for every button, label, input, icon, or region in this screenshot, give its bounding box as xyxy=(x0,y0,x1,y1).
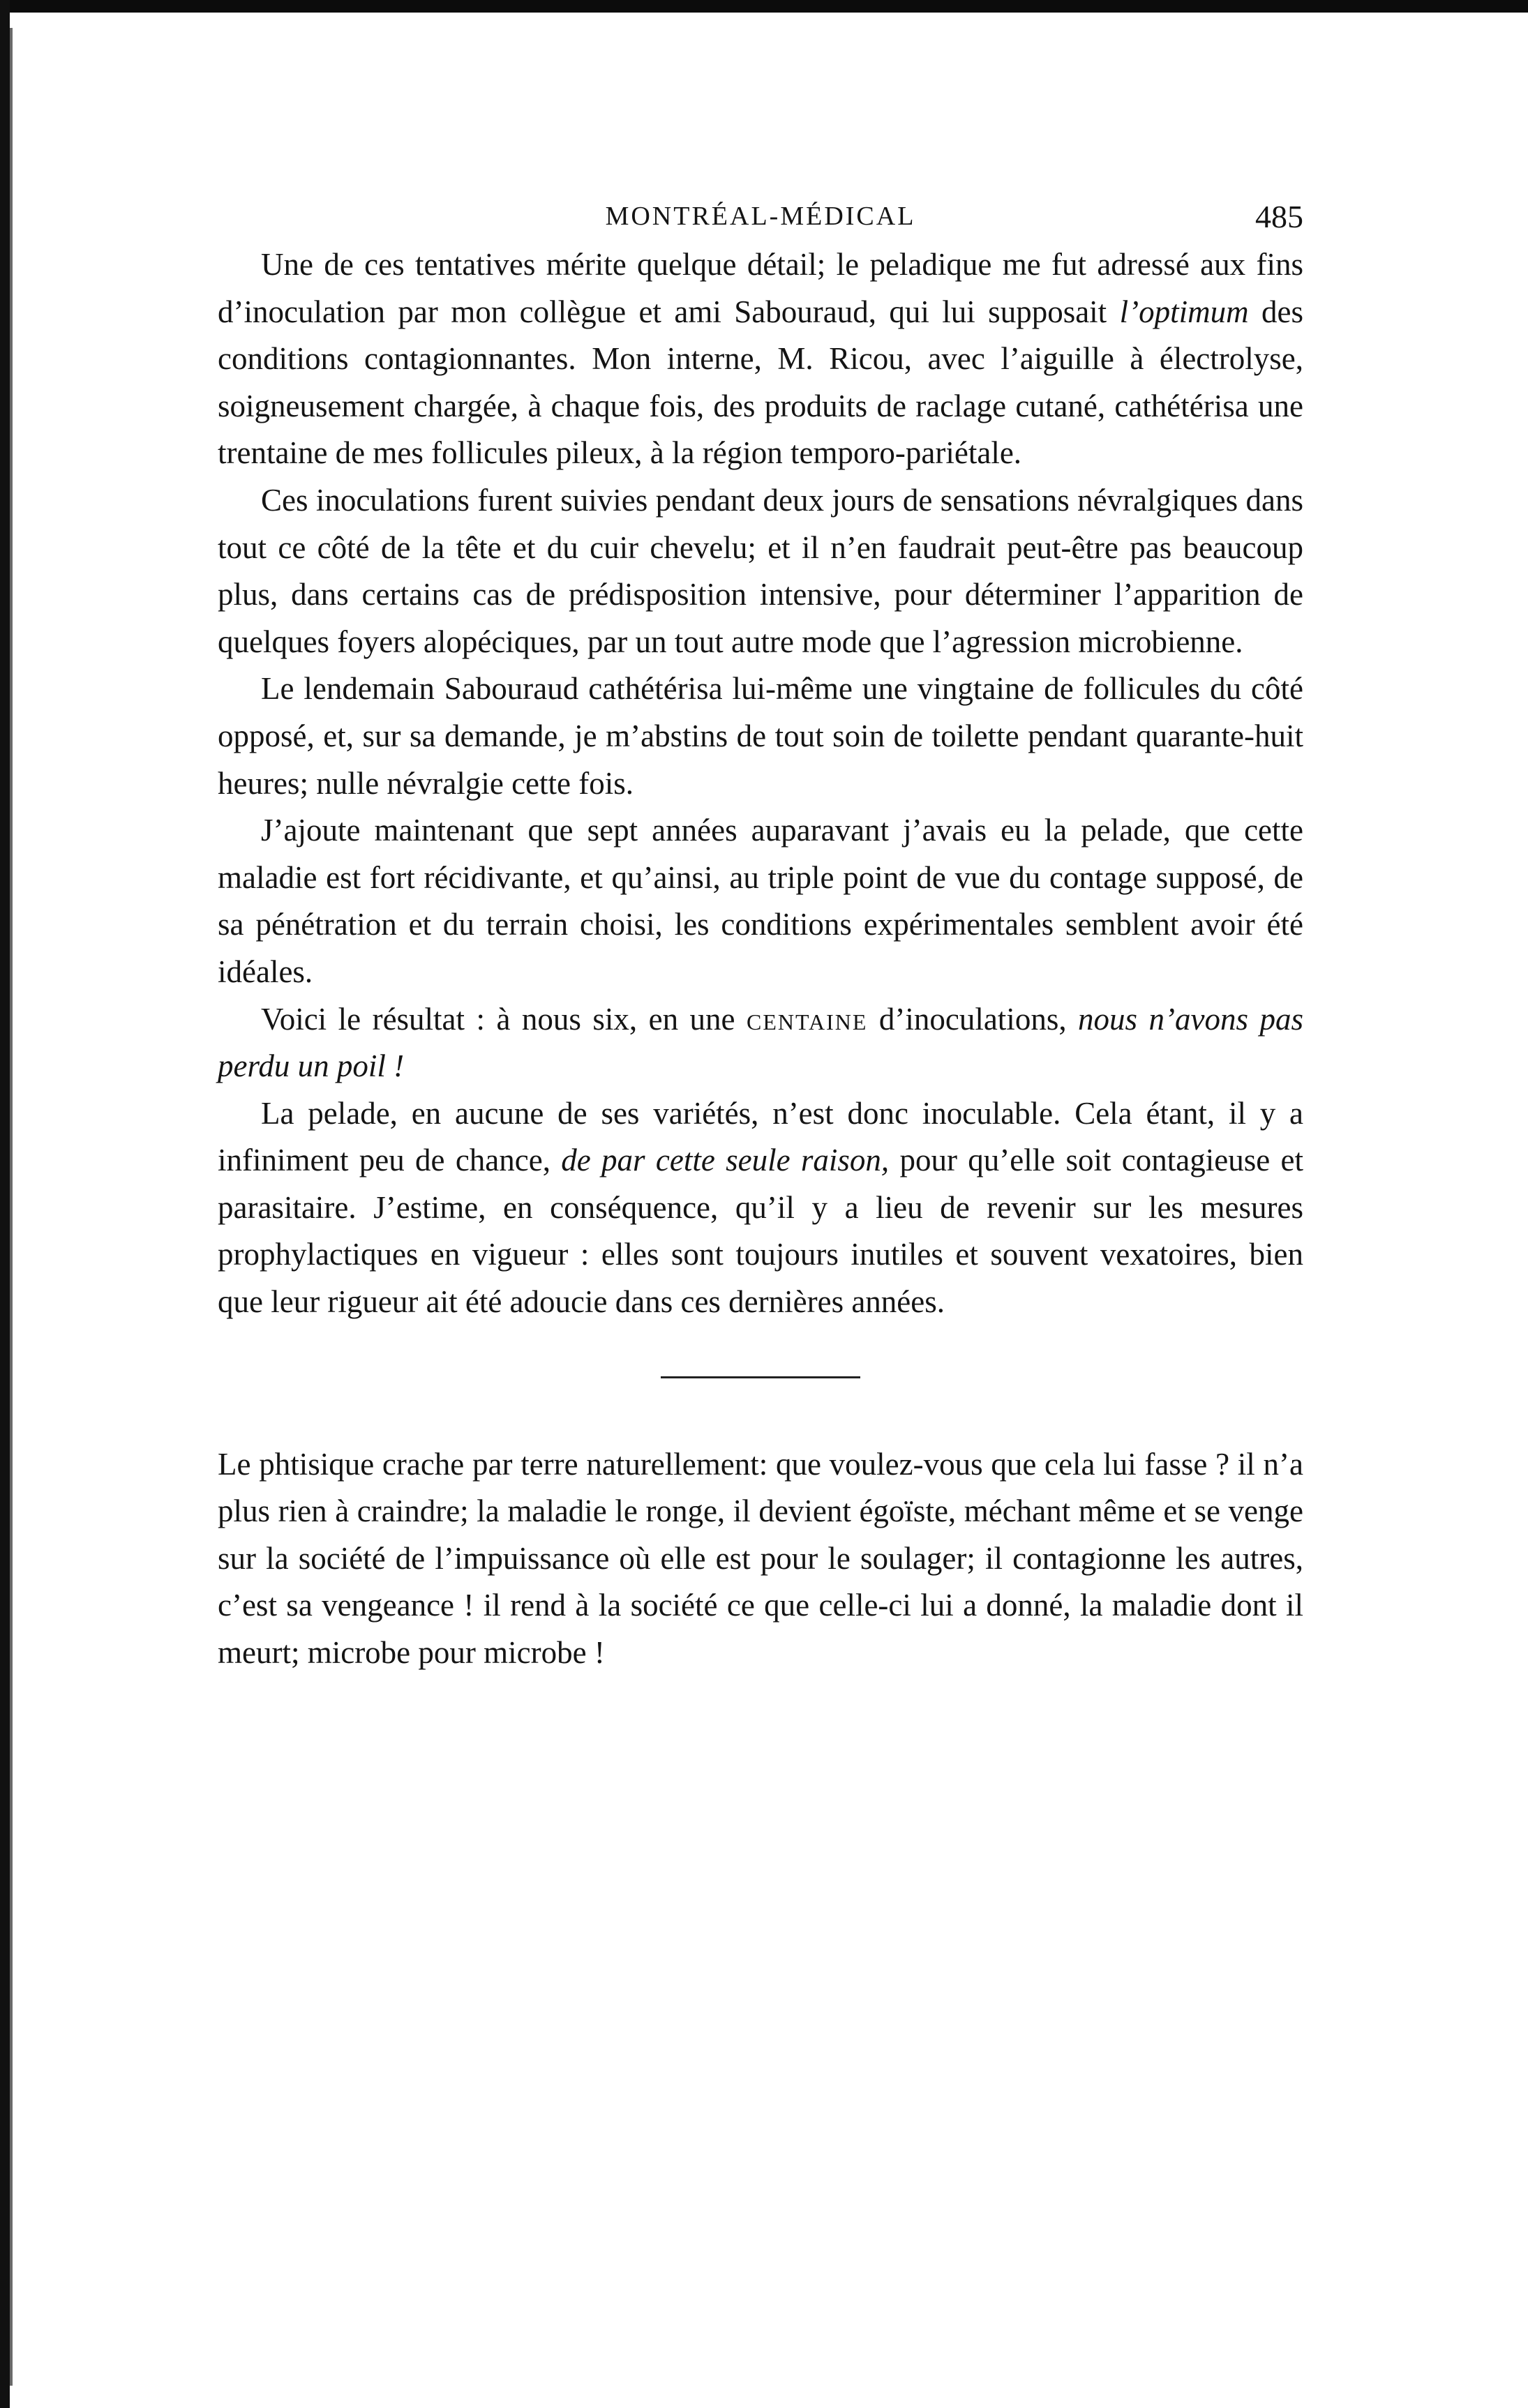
running-title: MONTRÉAL-MÉDICAL xyxy=(605,202,916,231)
text-run: Le phtisique crache par terre naturellement: que voulez-vous que cela lui fasse ? il n’a plus rien à craindre; la maladie le ronge, il devient égoïste, méchant même et se venge sur la société de l’impuissance où elle est pour le soulager; il contagionne les autres, c’est sa vengeance ! il rend à la société ce que celle-ci lui a donné, la maladie dont il meurt; microbe pour microbe ! xyxy=(218,1446,1303,1671)
italic-run: nous n’avons pas perdu un poil ! xyxy=(218,1001,1303,1084)
closing-section xyxy=(218,1441,1303,1677)
scan-page-edge xyxy=(10,28,13,2386)
paragraph xyxy=(218,1441,1303,1677)
text-run: Voici le résultat : à nous six, en une xyxy=(261,1001,747,1037)
text-run: Le lendemain Sabouraud cathétérisa lui-même une vingtaine de follicules du côté opposé, et, sur sa demande, je m’abstins de tout soin de toilette pendant quarante-huit heures; nulle névralgie cette fois. xyxy=(218,671,1303,801)
paragraph xyxy=(218,241,1303,477)
italic-run: l’optimum xyxy=(1119,294,1249,329)
document-page xyxy=(218,188,1303,1677)
text-run: d’inoculations, xyxy=(867,1001,1079,1037)
smallcaps-run: centaine xyxy=(747,1001,868,1037)
italic-run: de par cette seule raison, xyxy=(561,1143,890,1178)
text-run: La pelade, en aucune de ses variétés, n’est donc inoculable. Cela étant, il y a infiniment peu de chance, xyxy=(218,1095,1303,1178)
scan-border-left xyxy=(0,0,10,2408)
paragraph xyxy=(218,477,1303,665)
text-run: pour qu’elle soit contagieuse et parasitaire. J’estime, en conséquence, qu’il y a lieu de revenir sur les mesures prophylactiques en vigueur : elles sont toujours inutiles et souvent vexatoires, bien que leur rigueur ait été adoucie dans ces dernières années. xyxy=(218,1143,1304,1320)
running-header xyxy=(218,188,1303,241)
article-body xyxy=(218,241,1303,1326)
paragraph xyxy=(218,665,1303,807)
page-number: 485 xyxy=(1255,199,1303,234)
text-run: des conditions contagionnantes. Mon interne, M. Ricou, avec l’aiguille à électrolyse, soigneusement chargée, à chaque fois, des produits de raclage cutané, cathétérisa une trentaine de mes follicules pileux, à la région temporo-pariétale. xyxy=(218,294,1303,471)
text-run: Ces inoculations furent suivies pendant deux jours de sensations névralgiques dans tout ce côté de la tête et du cuir chevelu; et il n’en faudrait peut-être pas beaucoup plus, dans certains cas de prédisposition intensive, pour déterminer l’apparition de quelques foyers alopéciques, par un tout autre mode que l’agression microbienne. xyxy=(218,482,1303,659)
section-divider xyxy=(661,1376,860,1378)
paragraph xyxy=(218,996,1303,1090)
scan-border-top xyxy=(0,0,1528,13)
paragraph xyxy=(218,1090,1303,1326)
text-run: J’ajoute maintenant que sept années auparavant j’avais eu la pelade, que cette maladie est fort récidivante, et qu’ainsi, au triple point de vue du contage supposé, de sa pénétration et du terrain choisi, les conditions expérimentales semblent avoir été idéales. xyxy=(218,813,1303,989)
text-run: Une de ces tentatives mérite quelque détail; le peladique me fut adressé aux fins d’inoculation par mon collègue et ami Sabouraud, qui lui supposait xyxy=(218,247,1303,329)
paragraph xyxy=(218,807,1303,995)
